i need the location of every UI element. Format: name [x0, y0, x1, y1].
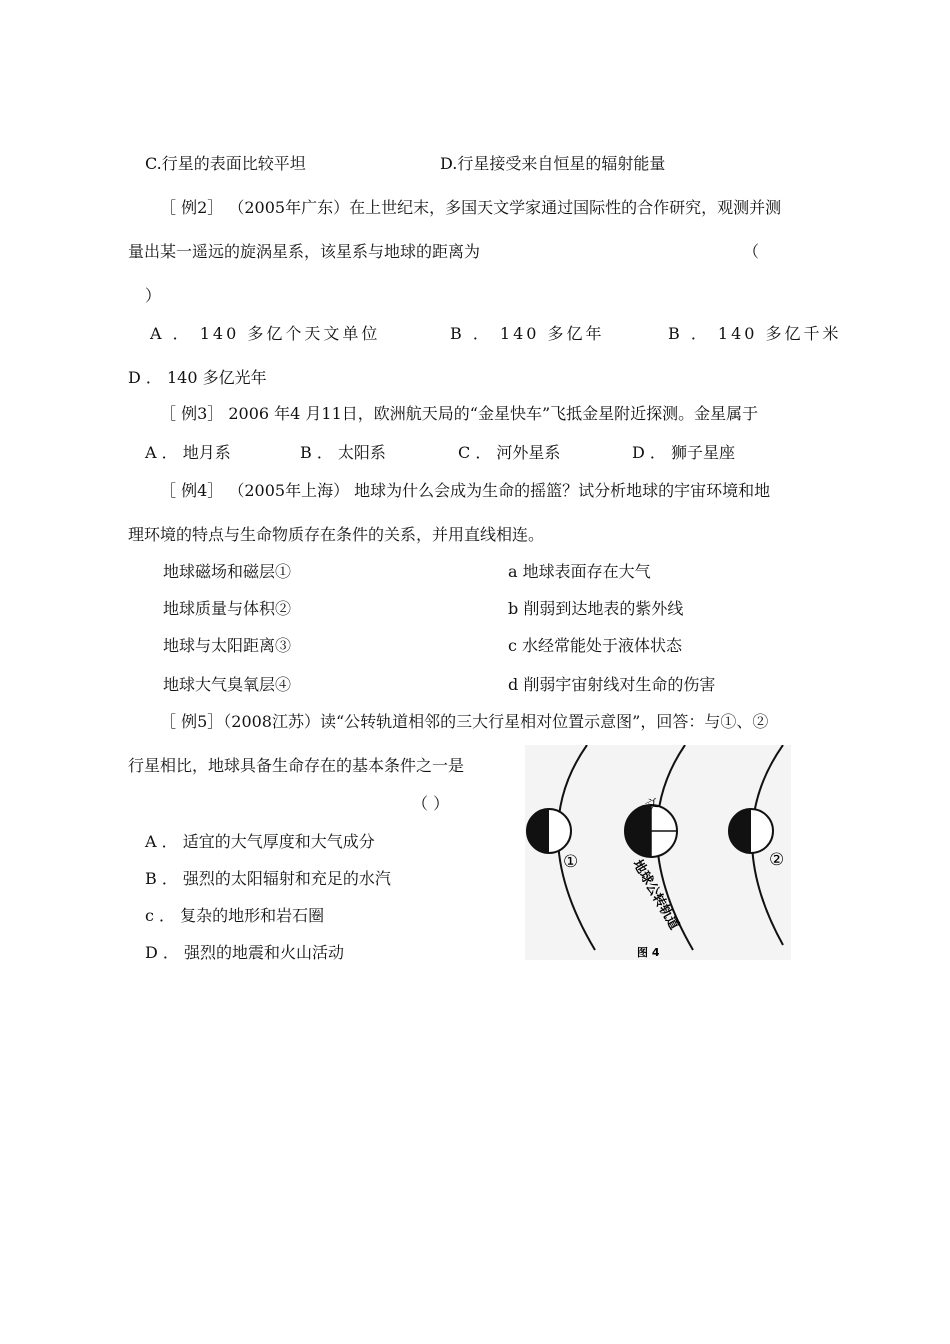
- q4-stem-line1: ［ 例4］ （2005年上海） 地球为什么会成为生命的摇篮？试分析地球的宇宙环境和地: [160, 481, 771, 500]
- q5-option-c: c ． 复杂的地形和岩石圈: [145, 906, 325, 925]
- q5-answer-paren: （ ）: [412, 794, 450, 813]
- q5-option-a: A ． 适宜的大气厚度和大气成分: [145, 832, 375, 851]
- q4-right-item: d 削弱宇宙射线对生命的伤害: [508, 675, 716, 694]
- q4-right-item: b 削弱到达地表的紫外线: [508, 599, 684, 618]
- planet-orbit-diagram: [525, 745, 791, 960]
- planet-2-icon: [729, 809, 773, 853]
- q3-option-d: D ． 狮子星座: [632, 443, 736, 462]
- q3-option-a: A ． 地月系: [145, 443, 231, 462]
- q2-option-a: A ． 140 多亿个天文单位: [150, 324, 381, 343]
- planet-orbit-figure: [525, 745, 791, 960]
- q4-right-item: c 水经常能处于液体状态: [508, 636, 683, 655]
- q5-option-d: D ． 强烈的地震和火山活动: [145, 943, 345, 962]
- q2-paren-close: ）: [145, 286, 162, 305]
- planet-2-label: ②: [769, 850, 785, 870]
- q4-left-item: 地球与太阳距离③: [163, 636, 292, 655]
- q3-stem: ［ 例3］ 2006 年4 月11日，欧洲航天局的“金星快车”飞抵金星附近探测。金星属于: [160, 404, 759, 423]
- q1-option-d: D.行星接受来自恒星的辐射能量: [440, 154, 666, 173]
- q5-stem-line2: 行星相比，地球具备生命存在的基本条件之一是: [128, 756, 465, 775]
- q2-option-c: B ． 140 多亿千米: [668, 324, 842, 343]
- q2-stem-line2: 量出某一遥远的旋涡星系，该星系与地球的距离为: [128, 242, 481, 261]
- q4-left-item: 地球磁场和磁层①: [163, 562, 292, 581]
- planet-1-icon: [527, 809, 571, 853]
- orbit-label: 地球公转轨道: [629, 857, 682, 933]
- q4-left-item: 地球质量与体积②: [163, 599, 292, 618]
- figure-caption: 图 4: [637, 946, 660, 959]
- q4-stem-line2: 理环境的特点与生命物质存在条件的关系，并用直线相连。: [128, 525, 545, 544]
- q5-option-b: B ． 强烈的太阳辐射和充足的水汽: [145, 869, 391, 888]
- planet-1-label: ①: [563, 852, 579, 872]
- q2-option-b: B ． 140 多亿年: [450, 324, 605, 343]
- q2-paren-open: （: [743, 242, 760, 261]
- q1-option-c: C.行星的表面比较平坦: [145, 154, 306, 173]
- q3-option-c: C ． 河外星系: [458, 443, 561, 462]
- q4-right-item: a 地球表面存在大气: [508, 562, 651, 581]
- q5-stem-line1: ［ 例5］（2008江苏）读“公转轨道相邻的三大行星相对位置示意图”，回答：与①、②: [160, 712, 769, 731]
- q3-option-b: B ． 太阳系: [300, 443, 386, 462]
- q4-left-item: 地球大气臭氧层④: [163, 675, 292, 694]
- q2-option-d: D ． 140 多亿光年: [128, 368, 267, 387]
- earth-marker-label: 文: [643, 795, 662, 815]
- q2-stem-line1: ［ 例2］ （2005年广东）在上世纪末，多国天文学家通过国际性的合作研究，观测并测: [160, 198, 782, 217]
